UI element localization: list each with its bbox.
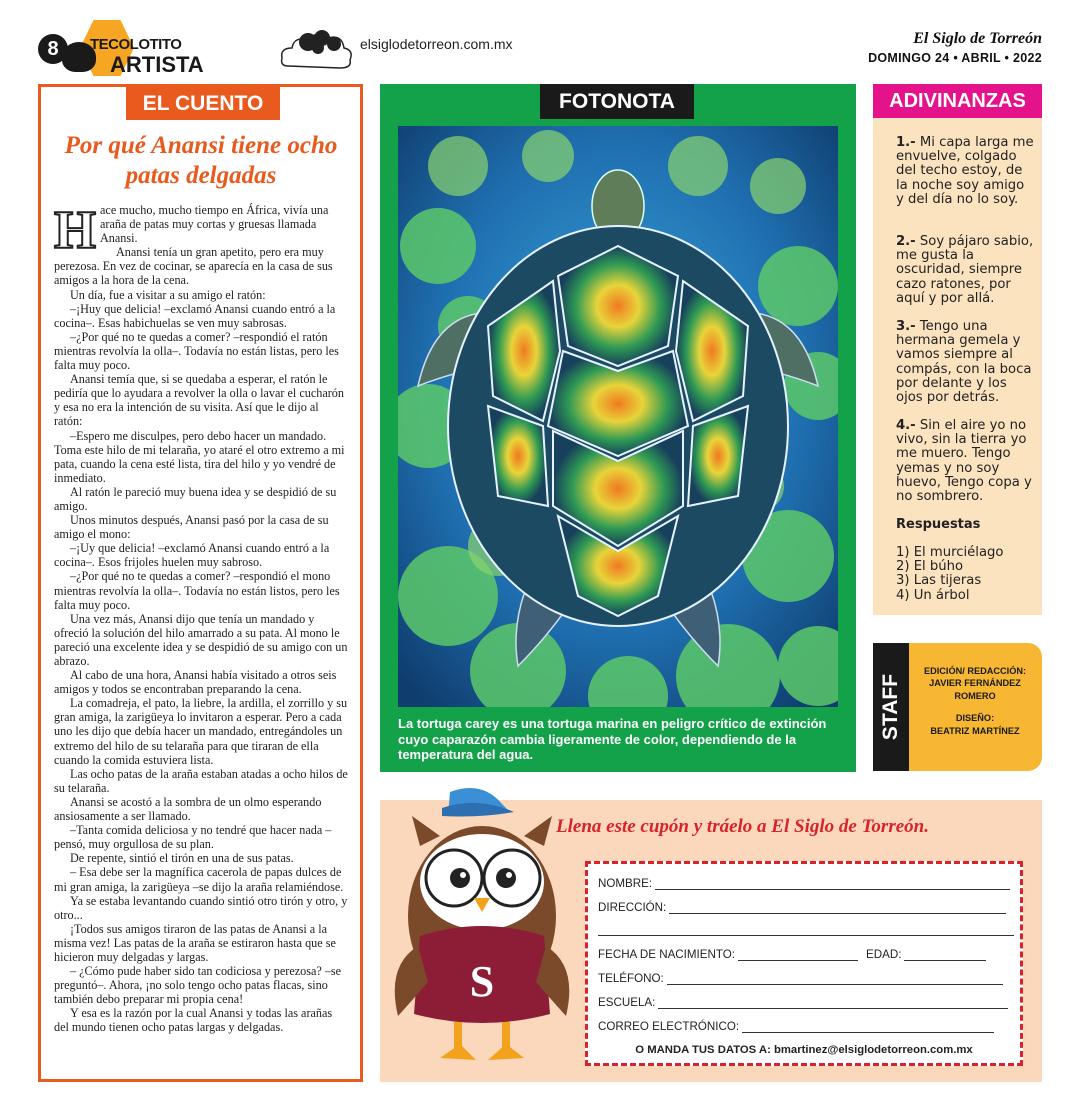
school-input-line[interactable] (658, 997, 1008, 1009)
staff-box (873, 643, 1042, 771)
answer-item: 3) Las tijeras (896, 573, 982, 589)
field-birthdate[interactable] (598, 945, 986, 961)
page-header (0, 0, 1080, 80)
story-paragraph: Las ocho patas de la araña estaban atadas a ocho hilos de su telaraña. (54, 766, 348, 795)
coupon-form (585, 861, 1023, 1066)
story-paragraph: Anansi temía que, si se quedaba a esperar, el ratón le pediría que lo ayudara a revolver la olla o lavar el cucharón y esa no era la intención de su visita. Así que le dijo al ratón: (54, 372, 344, 429)
field-label: TELÉFONO: (598, 972, 664, 985)
story-paragraph: Y esa es la razón por la cual Anansi y todas las arañas del mundo tienen ocho patas largas y delgadas. (54, 1006, 333, 1035)
story-paragraph: Anansi se acostó a la sombra de un olmo esperando ansiosamente a ser llamado. (54, 794, 322, 824)
answers-title: Respuestas (896, 517, 981, 532)
section-tag-adivinanzas: ADIVINANZAS (873, 84, 1042, 118)
age-input-line[interactable] (904, 949, 986, 961)
story-paragraph: –¡Huy que delicia! –exclamó Anansi cuando entró a la cocina–. Esas habichuelas se ven muy sabrosas. (54, 301, 336, 330)
riddle-number: 3.- (896, 319, 916, 334)
story-paragraph: La comadreja, el pato, la liebre, la ardilla, el zorrillo y su gran amiga, la zarigüeya lo invitaron a esperar. Pero a cada uno les dijo que debía hacer un mandado, entregándoles un extremo del hilo de su telaraña para que tiraran de ella cuando la comida estuviera lista. (54, 696, 348, 767)
answers-list (896, 546, 1036, 603)
field-label: ESCUELA: (598, 996, 656, 1009)
story-title: Por qué Anansi tiene ocho patas delgadas (64, 132, 338, 189)
page-number: 8 (38, 34, 68, 64)
riddle-number: 4.- (896, 418, 916, 433)
story-paragraph: De repente, sintió el tirón en una de sus patas. (70, 851, 294, 866)
staff-role-design: DISEÑO: (955, 713, 995, 724)
story-paragraph: –¿Por qué no te quedas a comer? –respondió el ratón mientras revolvía la olla–. Todavía no están listas, pero les falta muy poco. (54, 329, 339, 373)
story-paragraph: ¡Todos sus amigos tiraron de las patas de Anansi a la misma vez! Las patas de la araña se estiraron hasta que se hicieron muy delgadas y largas. (54, 921, 336, 964)
story-paragraph: –¡Uy que delicia! –exclamó Anansi cuando entró a la cocina–. Esos frijoles huelen muy sabroso. (54, 541, 330, 570)
section-tag-cuento: EL CUENTO (126, 87, 280, 120)
story-paragraph: Un día, fue a visitar a su amigo el ratón: (70, 287, 266, 302)
riddle-4 (896, 419, 1036, 504)
address-input-line[interactable] (669, 902, 1006, 914)
riddle-2 (896, 235, 1036, 306)
story-body (54, 200, 350, 1035)
staff-role-editing: EDICIÓN/ REDACCIÓN: (923, 666, 1027, 676)
riddles-section (873, 84, 1042, 615)
staff-name-designer: BEATRIZ MARTÍNEZ (930, 725, 1020, 736)
name-input-line[interactable] (655, 878, 1010, 890)
answer-item: 4) Un árbol (896, 587, 970, 603)
issue-date: DOMINGO 24 • ABRIL • 2022 (868, 51, 1042, 65)
field-label: CORREO ELECTRÓNICO: (598, 1020, 740, 1033)
staff-name-editor: JAVIER FERNÁNDEZ ROMERO (929, 678, 1021, 701)
coupon-section (380, 800, 1042, 1082)
story-paragraph: –Espero me disculpes, pero debo hacer un mandado. Toma este hilo de mi telaraña, yo ataré el otro extremo a mi pata, cuando la cena esté lista, tira del hilo y yo vendré de inmediato. (54, 428, 345, 485)
photo-caption: La tortuga carey es una tortuga marina en peligro crítico de extinción cuyo caparazón cambia ligeramente de color, dependiendo de la temperatura del agua. (398, 716, 827, 762)
drop-cap: H (54, 200, 97, 260)
photo-section (380, 84, 856, 772)
story-paragraph: –Tanta comida deliciosa y no tendré que hacer nada –pensó, muy orgullosa de su plan. (54, 823, 332, 852)
field-email[interactable] (598, 1017, 994, 1033)
field-address-extra[interactable] (598, 920, 1014, 936)
masthead: El Siglo de Torreón (913, 30, 1042, 47)
send-data-note[interactable]: O MANDA TUS DATOS A: bmartinez@elsiglodetorreon.com.mx (635, 1044, 973, 1056)
staff-label: STAFF (879, 673, 902, 741)
riddle-text: Sin el aire yo no vivo, sin la tierra yo me muero. Tengo yemas y no soy huevo, Tengo copa y no sombrero. (896, 418, 1032, 505)
story-paragraph: Unos minutos después, Anansi pasó por la casa de su amigo el mono: (54, 513, 329, 542)
riddle-number: 1.- (896, 135, 916, 150)
riddle-3 (896, 320, 1036, 405)
field-phone[interactable] (598, 969, 1003, 985)
riddle-1 (896, 136, 1036, 207)
owl-mascot-illustration (390, 786, 570, 1082)
field-label: FECHA DE NACIMIENTO: (598, 948, 735, 961)
logo-line2: ARTISTA (110, 52, 204, 77)
riddle-text: Mi capa larga me envuelve, colgado del techo estoy, de la noche soy amigo y del día no lo soy. (896, 135, 1034, 207)
riddle-number: 2.- (896, 234, 916, 249)
field-label: DIRECCIÓN: (598, 901, 667, 914)
site-url[interactable]: elsiglodetorreon.com.mx (360, 36, 513, 52)
answer-item: 1) El murciélago (896, 545, 1004, 560)
story-paragraph: Al cabo de una hora, Anansi había visitado a otros seis amigos y todos se encontraban preparando la cena. (54, 668, 337, 697)
field-name[interactable] (598, 874, 1010, 890)
coupon-title: Llena este cupón y tráelo a El Siglo de Torreón. (556, 816, 929, 837)
section-tag-fotonota: FOTONOTA (540, 84, 694, 119)
staff-side-bar (873, 643, 909, 771)
story-paragraph: – Esa debe ser la magnífica cacerola de papas dulces de mi gran amiga, la zarigüeya –se dijo la araña relamiéndose. (54, 865, 344, 894)
story-paragraph: –¿Por qué no te quedas a comer? –respondió el mono mientras revolvía la olla–. Todavía no están listos, pero les falta muy poco. (54, 569, 340, 612)
sea-turtle-photo (398, 126, 838, 707)
address-input-line-2[interactable] (598, 924, 1014, 936)
story-paragraph: ace mucho, mucho tiempo en África, vivía una araña de patas muy cortas y gruesas llamada Anansi. (100, 203, 329, 246)
phone-input-line[interactable] (667, 973, 1003, 985)
tecolotito-logo (60, 20, 210, 76)
logo-line1: TECOLOTITO (90, 36, 182, 53)
answer-item: 2) El búho (896, 559, 964, 575)
email-input-line[interactable] (742, 1021, 994, 1033)
story-paragraph: Anansi tenía un gran apetito, pero era muy perezosa. En vez de cocinar, se aparecía en la casa de sus amigos a la hora de la cena. (54, 245, 333, 288)
story-paragraph: Ya se estaba levantando cuando sintió otro tirón y otro, y otro... (54, 893, 348, 922)
field-label: EDAD: (866, 948, 902, 961)
field-label: NOMBRE: (598, 877, 653, 890)
birthdate-input-line[interactable] (738, 949, 858, 961)
staff-credits (911, 665, 1039, 737)
riddle-text: Soy pájaro sabio, me gusta la oscuridad, siempre cazo ratones, por aquí y por allá. (896, 234, 1034, 306)
field-address[interactable] (598, 898, 1006, 914)
story-paragraph: Al ratón le pareció muy buena idea y se despidió de su amigo. (54, 484, 337, 513)
story-section (38, 84, 363, 1082)
field-school[interactable] (598, 993, 1008, 1009)
story-paragraph: – ¿Cómo pude haber sido tan codiciosa y perezosa? –se preguntó–. Ahora, ¡no solo tengo ocho patas flacas, sino también debo preparar mi propia cena! (54, 964, 342, 1007)
riddle-text: Tengo una hermana gemela y vamos siempre al compás, con la boca por delante y los ojos por detrás. (896, 319, 1032, 406)
cloud-icon (278, 26, 356, 76)
mascot-shirt-letter: S (469, 957, 495, 1006)
story-paragraph: Una vez más, Anansi dijo que tenía un mandado y ofreció la solución del hilo amarrado a su pata. Al mono le pareció una excelente idea y se despidió de su amigo con un abrazo. (54, 611, 348, 668)
